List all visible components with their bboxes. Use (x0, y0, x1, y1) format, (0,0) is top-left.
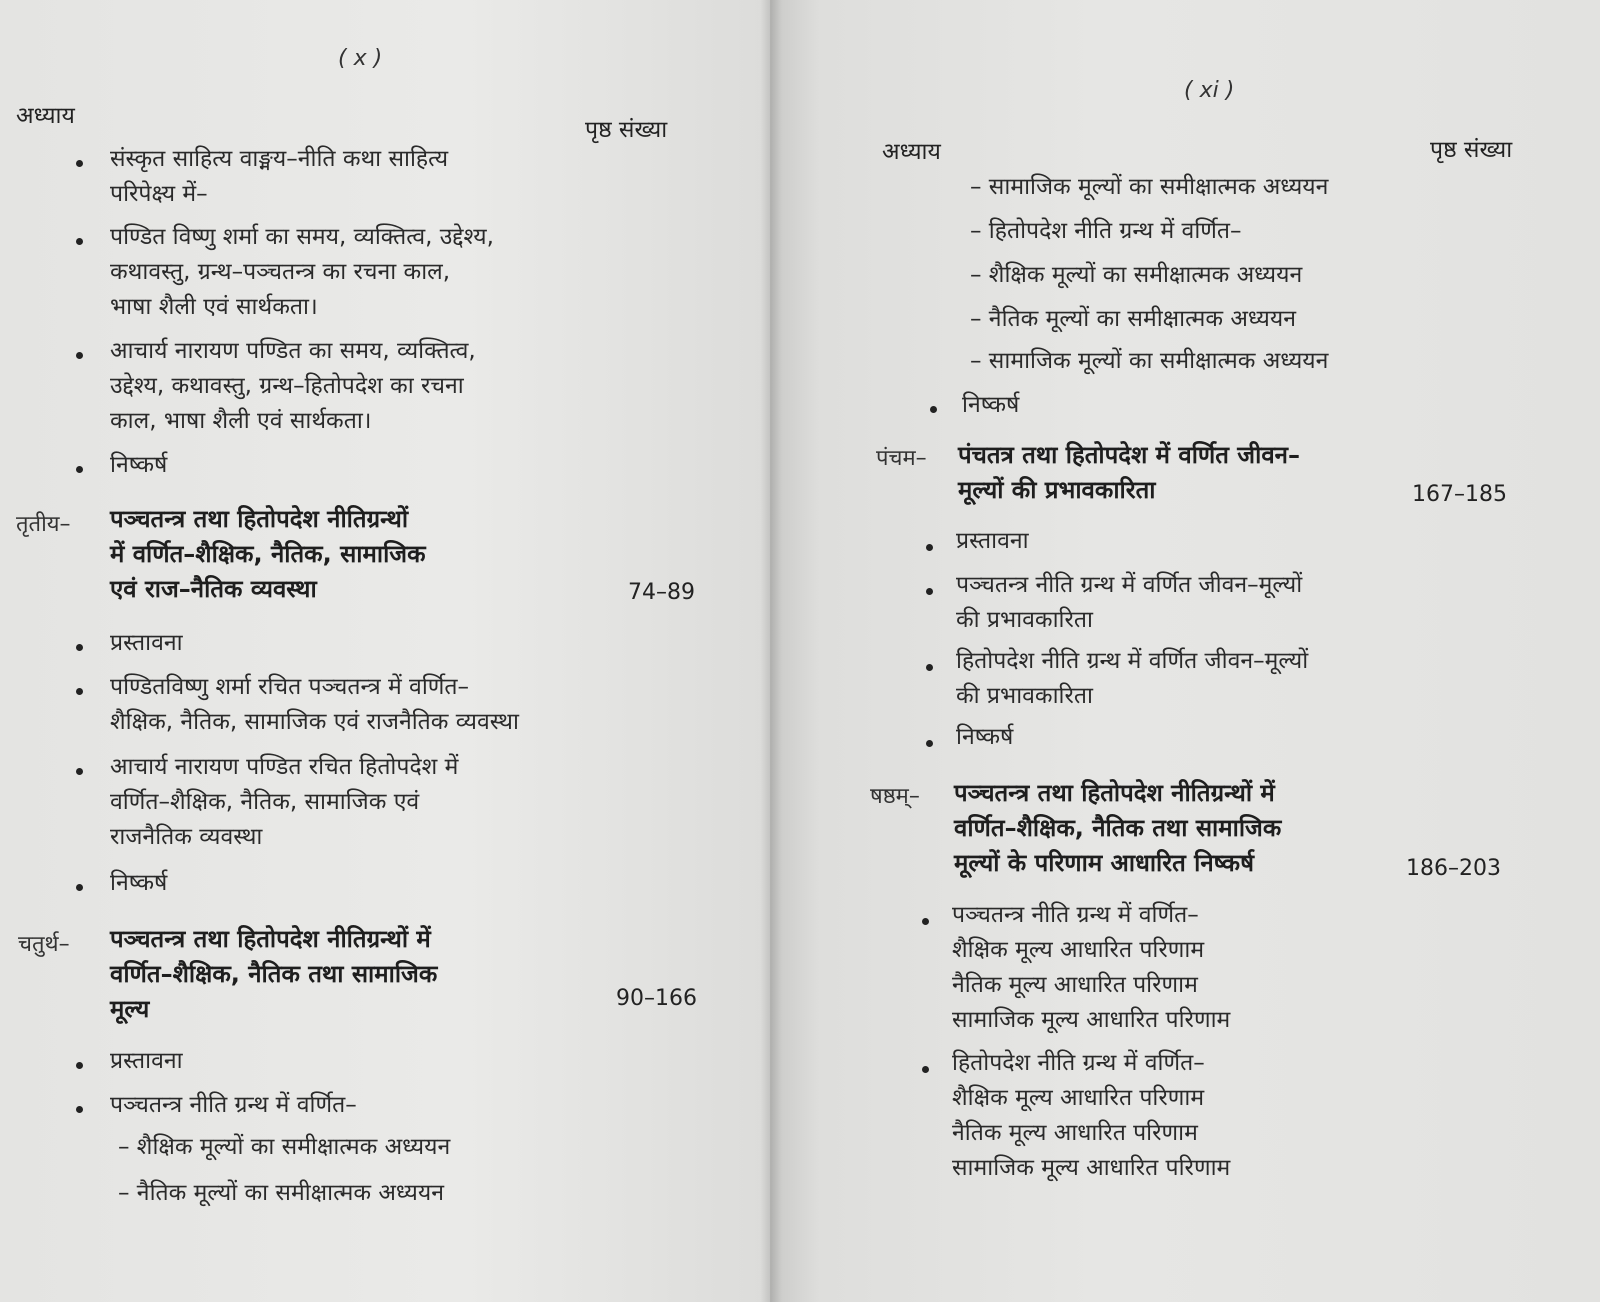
column-header-chapter: अध्याय (882, 139, 941, 165)
column-header-page: पृष्ठ संख्या (585, 117, 668, 143)
sub-list-item: – शैक्षिक मूल्यों का समीक्षात्मक अध्ययन (118, 1134, 451, 1160)
list-item: आचार्य नारायण पण्डित रचित हितोपदेश में वर्णित–शैक्षिक, नैतिक, सामाजिक एवं राजनैतिक व्यवस्था (110, 754, 459, 850)
list-item: पञ्चतन्त्र नीति ग्रन्थ में वर्णित– शैक्षिक मूल्य आधारित परिणाम नैतिक मूल्य आधारित परिणाम सामाजिक मूल्य आधारित परिणाम (952, 902, 1231, 1033)
list-item: प्रस्तावना (110, 1048, 183, 1074)
chapter-title: पञ्चतन्त्र तथा हितोपदेश नीतिग्रन्थों में वर्णित–शैक्षिक, नैतिक, सामाजिक एवं राज–नैतिक व्यवस्था (110, 505, 426, 603)
chapter-label: षष्ठम्– (870, 784, 920, 809)
right-page (770, 0, 1600, 1302)
bullet-icon (922, 918, 929, 925)
bullet-icon (926, 588, 933, 595)
bullet-icon (76, 688, 83, 695)
bullet-icon (76, 160, 83, 167)
list-item: आचार्य नारायण पण्डित का समय, व्यक्तित्व, उद्देश्य, कथावस्तु, ग्रन्थ–हितोपदेश का रचना काल, भाषा शैली एवं सार्थकता। (110, 338, 476, 434)
column-header-chapter: अध्याय (16, 103, 75, 129)
bullet-icon (76, 768, 83, 775)
sub-list-item: – हितोपदेश नीति ग्रन्थ में वर्णित– (970, 218, 1242, 244)
list-item: संस्कृत साहित्य वाङ्मय–नीति कथा साहित्य परिपेक्ष्य में– (110, 146, 449, 207)
sub-list-item: – सामाजिक मूल्यों का समीक्षात्मक अध्ययन (970, 174, 1329, 200)
bullet-icon (926, 544, 933, 551)
bullet-icon (930, 406, 937, 413)
chapter-pages: 167–185 (1412, 482, 1507, 507)
bullet-icon (76, 238, 83, 245)
chapter-label: चतुर्थ– (18, 932, 70, 957)
list-item: पण्डित विष्णु शर्मा का समय, व्यक्तित्व, उद्देश्य, कथावस्तु, ग्रन्थ–पञ्चतन्त्र का रचना काल, भाषा शैली एवं सार्थकता। (110, 224, 494, 320)
chapter-title: पञ्चतन्त्र तथा हितोपदेश नीतिग्रन्थों में वर्णित–शैक्षिक, नैतिक तथा सामाजिक मूल्यों के परिणाम आधारित निष्कर्ष (954, 779, 1282, 877)
sub-list-item: – नैतिक मूल्यों का समीक्षात्मक अध्ययन (118, 1180, 444, 1206)
page-number: ( x ) (338, 46, 383, 71)
list-item: निष्कर्ष (110, 452, 168, 478)
list-item: निष्कर्ष (956, 724, 1014, 750)
book-gutter (760, 0, 782, 1302)
left-page (0, 0, 770, 1302)
bullet-icon (926, 664, 933, 671)
list-item: पञ्चतन्त्र नीति ग्रन्थ में वर्णित– (110, 1092, 357, 1118)
chapter-title: पञ्चतन्त्र तथा हितोपदेश नीतिग्रन्थों में वर्णित–शैक्षिक, नैतिक तथा सामाजिक मूल्य (110, 925, 438, 1023)
bullet-icon (76, 352, 83, 359)
chapter-label: तृतीय– (16, 512, 71, 537)
sub-list-item: – शैक्षिक मूल्यों का समीक्षात्मक अध्ययन (970, 262, 1303, 288)
bullet-icon (76, 644, 83, 651)
chapter-title: पंचतत्र तथा हितोपदेश में वर्णित जीवन– मूल्यों की प्रभावकारिता (958, 441, 1300, 504)
sub-list-item: – सामाजिक मूल्यों का समीक्षात्मक अध्ययन (970, 348, 1329, 374)
chapter-pages: 90–166 (616, 986, 697, 1011)
list-item: पञ्चतन्त्र नीति ग्रन्थ में वर्णित जीवन–मूल्यों की प्रभावकारिता (956, 572, 1303, 633)
chapter-label: पंचम– (876, 446, 927, 471)
bullet-icon (76, 1106, 83, 1113)
list-item: हितोपदेश नीति ग्रन्थ में वर्णित– शैक्षिक मूल्य आधारित परिणाम नैतिक मूल्य आधारित परिणाम सामाजिक मूल्य आधारित परिणाम (952, 1050, 1231, 1181)
chapter-pages: 186–203 (1406, 856, 1501, 881)
list-item: निष्कर्ष (110, 870, 168, 896)
bullet-icon (76, 466, 83, 473)
column-header-page: पृष्ठ संख्या (1430, 137, 1513, 163)
list-item: पण्डितविष्णु शर्मा रचित पञ्चतन्त्र में वर्णित– शैक्षिक, नैतिक, सामाजिक एवं राजनैतिक व्यवस्था (110, 674, 519, 735)
page-number: ( xi ) (1184, 78, 1235, 103)
bullet-icon (76, 1062, 83, 1069)
list-item: निष्कर्ष (962, 392, 1020, 418)
sub-list-item: – नैतिक मूल्यों का समीक्षात्मक अध्ययन (970, 306, 1296, 332)
list-item: प्रस्तावना (956, 528, 1029, 554)
bullet-icon (926, 740, 933, 747)
bullet-icon (76, 884, 83, 891)
bullet-icon (922, 1066, 929, 1073)
list-item: हितोपदेश नीति ग्रन्थ में वर्णित जीवन–मूल्यों की प्रभावकारिता (956, 648, 1309, 709)
chapter-pages: 74–89 (628, 580, 695, 605)
list-item: प्रस्तावना (110, 630, 183, 656)
